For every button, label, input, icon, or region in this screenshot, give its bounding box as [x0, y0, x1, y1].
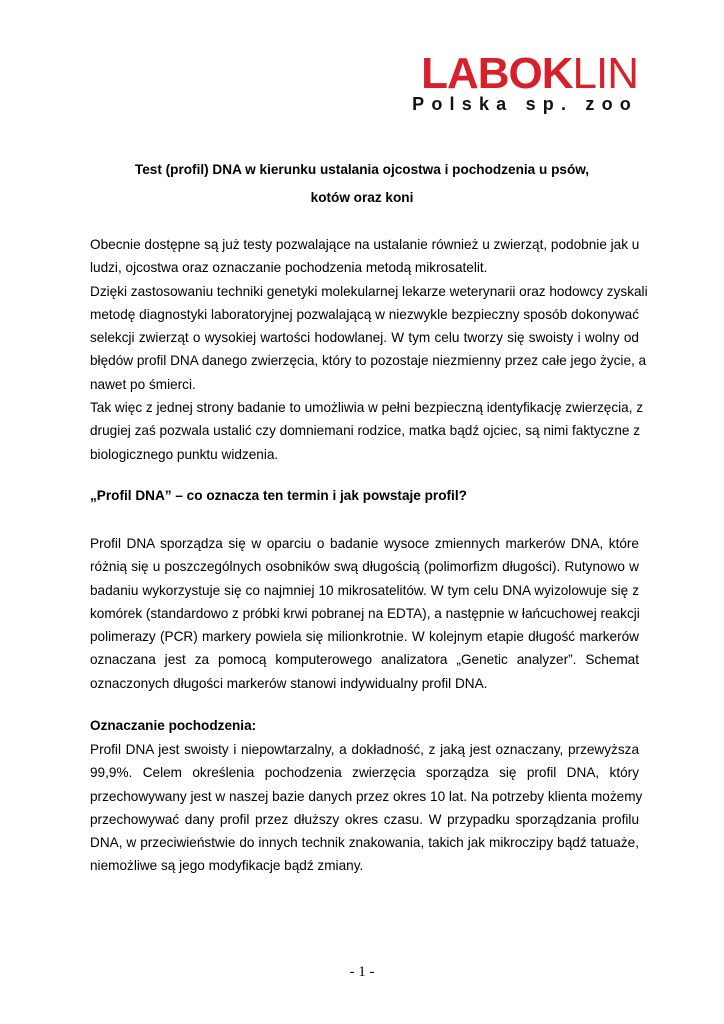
section1-line: oznaczonych długości markerów stanowi indywidualny profil DNA. [90, 675, 488, 691]
intro-line: selekcji zwierząt o wysokiej wartości hodowlanej. W tym celu tworzy się swoisty i wolny od [90, 330, 639, 346]
section-heading-profil-dna: „Profil DNA” – co oznacza ten termin i jak powstaje profil? [90, 488, 467, 503]
intro-line: biologicznego punktu widzenia. [90, 446, 279, 462]
logo-brand-thin: LIN [572, 49, 638, 98]
section2-line: niemożliwe są jego modyfikacje bądź zmiany. [90, 858, 364, 874]
section1-line: różnią się u poszczególnych osobników swą długością (polimorfizm długości). Rutynowo w [90, 559, 639, 575]
intro-paragraph [90, 233, 648, 466]
intro-line: ludzi, ojcostwa oraz oznaczanie pochodzenia metodą mikrosatelit. [90, 260, 488, 276]
section1-line: badaniu wykorzystuje się co najmniej 10 mikrosatelitów. W tym celu DNA wyizolowuje się z [90, 582, 639, 598]
logo-subtitle: Polska sp. zoo [412, 94, 638, 114]
oznaczanie-paragraph [90, 738, 643, 878]
page-number: - 1 - [349, 964, 375, 980]
logo-wordmark [421, 49, 638, 98]
intro-line: Tak więc z jednej strony badanie to umożliwia w pełni bezpieczną identyfikację zwierzęcia, z [90, 400, 644, 416]
section1-line: oznaczana jest za pomocą komputerowego analizatora „Genetic analyzer”. Schemat [90, 652, 639, 668]
section1-line: polimerazy (PCR) markery powiela się milionkrotnie. W kolejnym etapie długość markerów [90, 629, 639, 645]
section2-line: DNA, w przeciwieństwie do innych technik znakowania, takich jak mikroczipy bądź tatuaże, [90, 835, 639, 851]
intro-line: drugiej zaś pozwala ustalić czy domniemani rodzice, matka bądź ojciec, są nimi faktyczne z [90, 423, 641, 439]
logo-brand-bold: LABOK [421, 49, 573, 98]
section2-line: Profil DNA jest swoisty i niepowtarzalny, a dokładność, z jaką jest oznaczany, przewyższa [90, 742, 639, 757]
page-title-line-1: Test (profil) DNA w kierunku ustalania ojcostwa i pochodzenia u psów, [134, 162, 590, 177]
intro-line: metodę diagnostyki laboratoryjnej pozwalającą w niezwykle bezpieczny sposób dokonywać [90, 306, 639, 322]
intro-line: nawet po śmierci. [90, 376, 196, 392]
section2-line: przechowywany jest w naszej bazie danych przez okres 10 lat. Na potrzeby klienta możemy [90, 788, 643, 804]
section1-line: komórek (standardowo z próbki krwi pobranej na EDTA), a następnie w łańcuchowej reakcji [90, 605, 640, 621]
intro-line: Obecnie dostępne są już testy pozwalające na ustalanie również u zwierząt, podobnie jak u [90, 237, 640, 252]
profil-dna-paragraph [90, 532, 639, 695]
page-title-line-2: kotów oraz koni [310, 190, 414, 205]
section1-line: Profil DNA sporządza się w oparciu o badanie wysoce zmiennych markerów DNA, które [90, 536, 639, 551]
section2-line: przechowywać dany profil przez dłuższy okres czasu. W przypadku sporządzania profilu [90, 811, 639, 827]
section2-line: 99,9%. Celem określenia pochodzenia zwierzęcia sporządza się profil DNA, który [90, 765, 639, 781]
section-heading-oznaczanie: Oznaczanie pochodzenia: [90, 718, 257, 733]
intro-line: błędów profil DNA danego zwierzęcia, który to pozostaje niezmienny przez całe jego życie, a [90, 353, 647, 369]
intro-line: Dzięki zastosowaniu techniki genetyki molekularnej lekarze weterynarii oraz hodowcy zyskali [90, 283, 648, 299]
